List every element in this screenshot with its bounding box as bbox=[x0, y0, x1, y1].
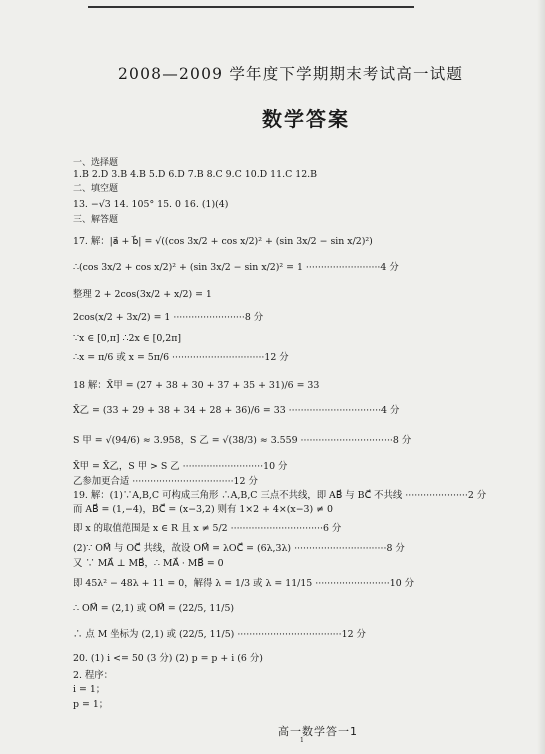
solution-18-line-1: 18 解：X̄甲 = (27 + 38 + 30 + 37 + 35 + 31)/6 = 33 bbox=[73, 380, 320, 391]
solution-17-line-5: ∵x ∈ [0,π] ∴2x ∈ [0,2π] bbox=[73, 333, 182, 344]
exam-title: 2008—2009 学年度下学期期末考试高一试题 bbox=[118, 65, 464, 83]
solution-17-line-3: 整理 2 + 2cos(3x/2 + x/2) = 1 bbox=[73, 289, 212, 300]
solution-18-line-5: 乙参加更合适 ··································12 分 bbox=[73, 476, 258, 487]
solution-19-line-8: ∴ 点 M 坐标为 (2,1) 或 (22/5, 11/5) ···································12 分 bbox=[73, 629, 366, 640]
section-heading-fill-blank: 二、填空题 bbox=[73, 184, 119, 194]
section-heading-solutions: 三、解答题 bbox=[73, 215, 119, 225]
section-heading-multiple-choice: 一、选择题 bbox=[73, 158, 119, 168]
top-rule bbox=[88, 6, 414, 8]
solution-17-line-6: ∴x = π/6 或 x = 5π/6 ·······························12 分 bbox=[73, 352, 289, 363]
solution-17-line-4: 2cos(x/2 + 3x/2) = 1 ························8 分 bbox=[73, 312, 264, 323]
solution-18-line-4: X̄甲 = X̄乙，S 甲 > S 乙 ···························10 分 bbox=[73, 461, 288, 472]
solution-19-line-1: 19. 解：(1)∵A,B,C 可构成三角形 ∴A,B,C 三点不共线，即 AB⃗ 与 BC⃗ 不共线 ·····················2 分 bbox=[73, 490, 487, 501]
solution-18-line-2: X̄乙 = (33 + 29 + 38 + 34 + 28 + 36)/6 = 33 ·······························4 分 bbox=[73, 405, 400, 416]
solution-17-line-2: ∴(cos 3x/2 + cos x/2)² + (sin 3x/2 − sin x/2)² = 1 ·························4 分 bbox=[73, 262, 399, 273]
page-number: 1 bbox=[300, 737, 304, 744]
solution-19-line-4: (2)∵ OM⃗ 与 OC⃗ 共线，故设 OM⃗ = λOC⃗ = (6λ,3λ) ·······························8 分 bbox=[73, 543, 405, 554]
solution-19-line-7: ∴ OM⃗ = (2,1) 或 OM⃗ = (22/5, 11/5) bbox=[73, 603, 235, 614]
solution-20-line-4: p = 1； bbox=[73, 699, 109, 710]
solution-18-line-3: S 甲 = √(94/6) ≈ 3.958，S 乙 = √(38/3) ≈ 3.559 ·······························8 分 bbox=[73, 435, 412, 446]
answer-line-choices: 1.B 2.D 3.B 4.B 5.D 6.D 7.B 8.C 9.C 10.D 11.C 12.B bbox=[73, 169, 318, 180]
answer-heading: 数学答案 bbox=[262, 107, 350, 131]
page-edge-shadow bbox=[537, 0, 545, 754]
solution-19-line-6: 即 45λ² − 48λ + 11 = 0，解得 λ = 1/3 或 λ = 11/15 ·························10 分 bbox=[73, 578, 415, 589]
answer-line-fill-blank: 13. −√3 14. 105° 15. 0 16. (1)(4) bbox=[73, 199, 229, 210]
solution-20-line-3: i = 1； bbox=[73, 684, 106, 695]
solution-20-line-2: 2. 程序： bbox=[73, 670, 114, 681]
solution-20-line-1: 20. (1) i <= 50 (3 分) (2) p = p + i (6 分) bbox=[73, 653, 263, 664]
page-footer-label: 高一数学答一1 bbox=[278, 725, 358, 738]
solution-19-line-2: 而 AB⃗ = (1,−4)，BC⃗ = (x−3,2) 则有 1×2 + 4×(x−3) ≠ 0 bbox=[73, 504, 333, 515]
solution-19-line-3: 即 x 的取值范围是 x ∈ R 且 x ≠ 5/2 ·······························6 分 bbox=[73, 523, 342, 534]
solution-17-line-1: 17. 解：|a⃗ + b⃗| = √((cos 3x/2 + cos x/2)² + (sin 3x/2 − sin x/2)²) bbox=[73, 236, 373, 247]
solution-19-line-5: 又 ∵ MA⃗ ⊥ MB⃗，∴ MA⃗ · MB⃗ = 0 bbox=[73, 558, 224, 569]
